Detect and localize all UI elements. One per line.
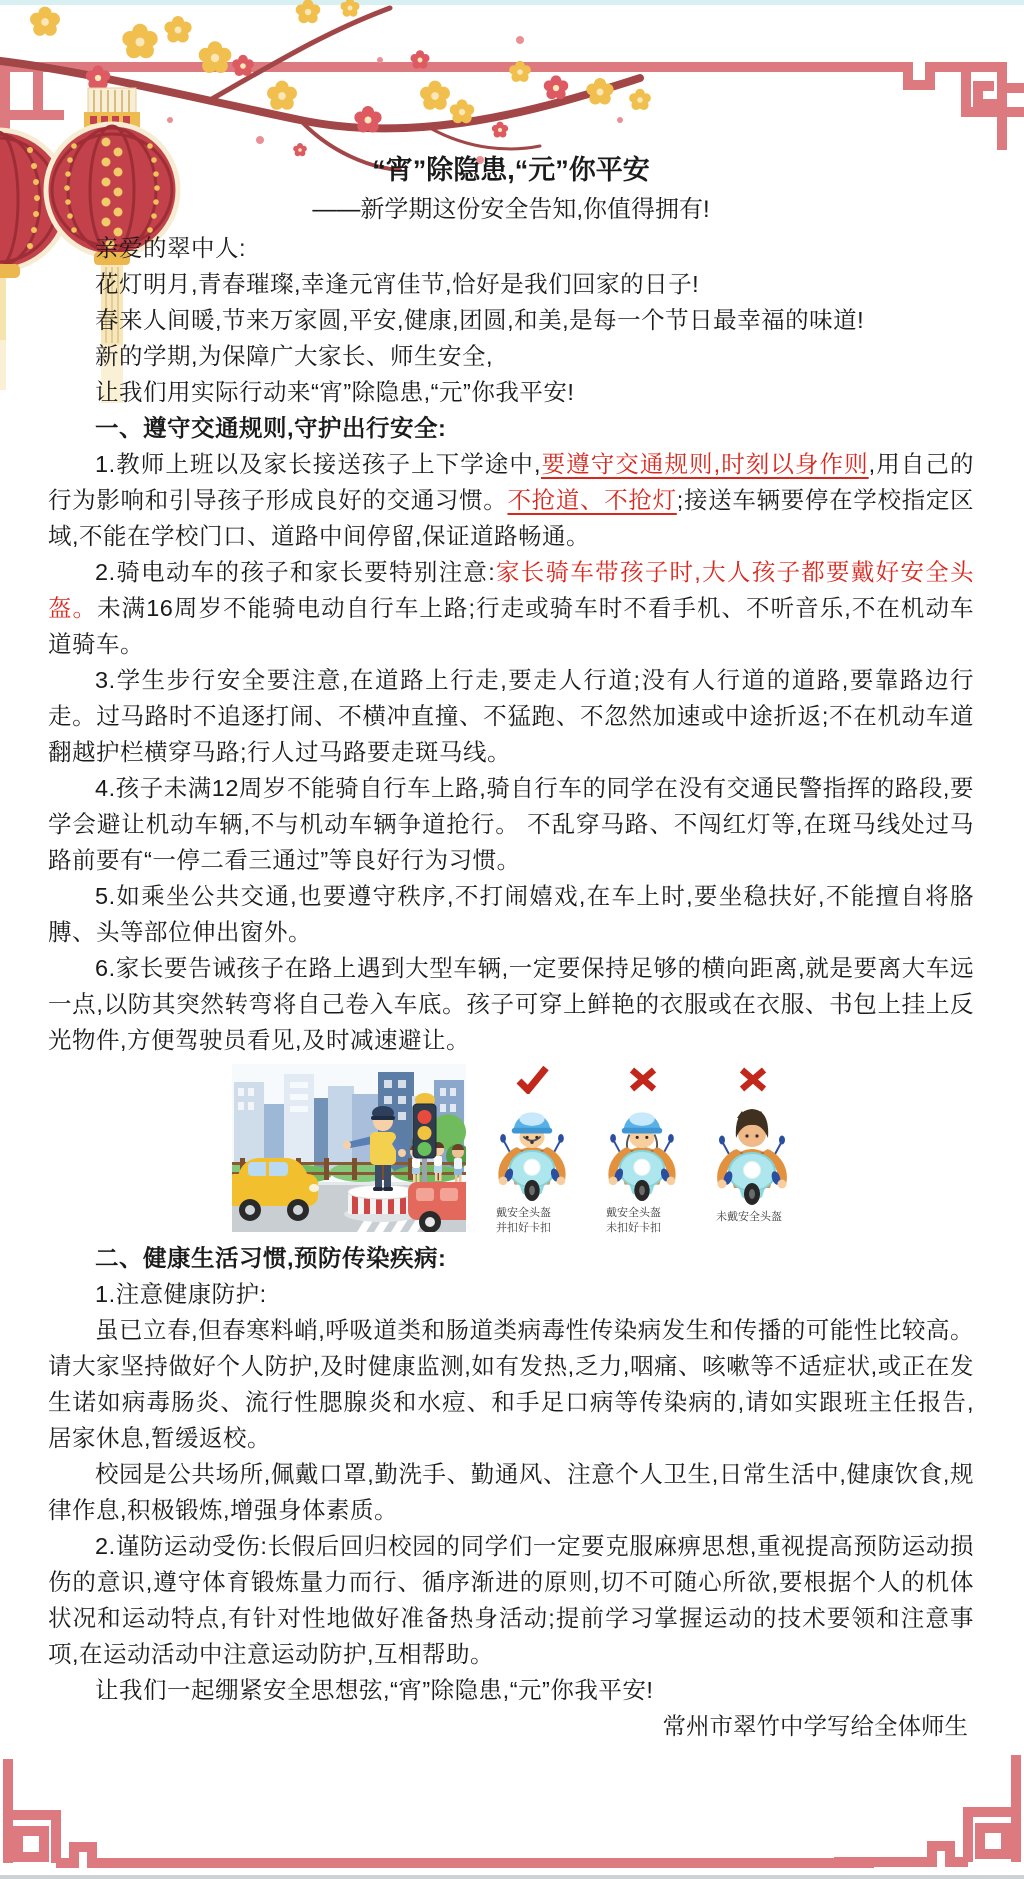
- frame-bottom-bar: [150, 1858, 874, 1868]
- helmet-riders-group: [482, 1064, 802, 1236]
- rider-item: [592, 1064, 692, 1236]
- highlighted-text: 要遵守交通规则,时刻以身作则: [541, 451, 869, 477]
- paragraph: 1.注意健康防护:: [95, 1281, 267, 1307]
- document-body-part1: [48, 230, 974, 1058]
- paragraph: 春来人间暖,节来万家圆,平安,健康,团圆,和美,是每一个节日最幸福的味道!: [95, 307, 865, 333]
- paragraph: 亲爱的翠中人:: [95, 235, 247, 261]
- section-heading: 二、健康生活习惯,预防传染疾病:: [95, 1245, 447, 1271]
- cross-mark-icon: [734, 1064, 770, 1094]
- frame-fret-bottom-left-icon: [0, 1745, 190, 1875]
- rider-mark: [734, 1064, 770, 1094]
- check-mark-icon: [514, 1064, 550, 1094]
- paragraph: 花灯明月,青春璀璨,幸逢元宵佳节,恰好是我们回家的日子!: [95, 271, 700, 297]
- rider-mark: [514, 1064, 550, 1094]
- paragraph: 3.学生步行安全要注意,在道路上行走,要走人行道;没有人行道的道路,要靠路边行走。过马路时不追逐打闹、不横冲直撞、不猛跑、不忽然加速或中途折返;不在机动车道翻越护栏横穿马路;行人过马路要走斑马线。: [48, 667, 974, 765]
- rider-figure: [706, 1094, 798, 1206]
- signature-line: 常州市翠竹中学写给全体师生: [662, 1713, 968, 1739]
- rider-label: 戴安全头盔 未扣好卡扣: [606, 1207, 661, 1234]
- paragraph: 虽已立春,但春寒料峭,呼吸道类和肠道类病毒性传染病发生和传播的可能性比较高。请大家坚持做好个人防护,及时健康监测,如有发热,乏力,咽痛、咳嗽等不适症状,或正在发生诺如病毒肠炎、流行性腮腺炎和水痘、和手足口病等传染病的,请如实跟班主任报告,居家休息,暂缓返校。: [48, 1317, 974, 1451]
- cross-mark-icon: [624, 1064, 660, 1094]
- paragraph: 让我们用实际行动来“宵”除隐患,“元”你我平安!: [95, 379, 575, 405]
- paragraph: 2.骑电动车的孩子和家长要特别注意:家长骑车带孩子时,大人孩子都要戴好安全头盔。未满16周岁不能骑电动自行车上路;行走或骑车时不看手机、不听音乐,不在机动车道骑车。: [48, 559, 975, 657]
- page-subtitle: ——新学期这份安全告知,你值得拥有!: [312, 196, 710, 223]
- rider-label: 戴安全头盔 并扣好卡扣: [496, 1207, 551, 1234]
- highlighted-text: 家长骑车带孩子时,大人孩子都要戴好安全头盔。: [48, 559, 974, 621]
- bottom-edge-strip: [0, 1875, 1024, 1879]
- paragraph: 让我们一起绷紧安全思想弦,“宵”除隐患,“元”你我平安!: [95, 1677, 654, 1703]
- paragraph: 新的学期,为保障广大家长、师生安全,: [95, 343, 494, 369]
- paragraph: 5.如乘坐公共交通,也要遵守秩序,不打闹嬉戏,在车上时,要坐稳扶好,不能擅自将胳膊、头等部位伸出窗外。: [48, 883, 974, 945]
- paragraph: 校园是公共场所,佩戴口罩,勤洗手、勤通风、注意个人卫生,日常生活中,健康饮食,规律作息,积极锻炼,增强身体素质。: [48, 1461, 974, 1523]
- paragraph: 4.孩子未满12周岁不能骑自行车上路,骑自行车的同学在没有交通民警指挥的路段,要学会避让机动车辆,不与机动车辆争道抢行。 不乱穿马路、不闯红灯等,在斑马线处过马路前要有“一停二看三通过”等良好行为习惯。: [48, 775, 974, 873]
- highlighted-text: 不抢道、不抢灯: [507, 487, 677, 513]
- rider-figure: [596, 1094, 688, 1202]
- rider-label: 未戴安全头盔: [716, 1211, 782, 1223]
- rider-figure: [486, 1094, 578, 1202]
- section-heading: 一、遵守交通规则,守护出行安全:: [95, 415, 447, 441]
- page-title: “宵”除隐患,“元”你平安: [372, 155, 650, 185]
- paragraph: 1.教师上班以及家长接送孩子上下学途中,要遵守交通规则,时刻以身作则,用自己的行为影响和引导孩子形成良好的交通习惯。不抢道、不抢灯;接送车辆要停在学校指定区域,不能在学校门口、道路中间停留,保证道路畅通。: [48, 451, 975, 549]
- rider-item: [702, 1064, 802, 1236]
- traffic-safety-illustration: [232, 1064, 812, 1236]
- traffic-scene-illustration: [232, 1064, 466, 1232]
- paragraph: 6.家长要告诫孩子在路上遇到大型车辆,一定要保持足够的横向距离,就是要离大车远一点,以防其突然转弯将自己卷入车底。孩子可穿上鲜艳的衣服或在衣服、书包上挂上反光物件,方便驾驶员看见,及时减速避让。: [48, 955, 974, 1053]
- frame-fret-top-right-icon: [874, 0, 1024, 160]
- rider-mark: [624, 1064, 660, 1094]
- document-body-part2: [48, 1240, 974, 1708]
- rider-item: [482, 1064, 582, 1236]
- document-content: [48, 150, 974, 1744]
- paragraph: 2.谨防运动受伤:长假后回归校园的同学们一定要克服麻痹思想,重视提高预防运动损伤的意识,遵守体育锻炼量力而行、循序渐进的原则,切不可随心所欲,要根据个人的机体状况和运动特点,有针对性地做好准备热身活动;提前学习掌握运动的技术要领和注意事项,在运动活动中注意运动防护,互相帮助。: [48, 1533, 974, 1667]
